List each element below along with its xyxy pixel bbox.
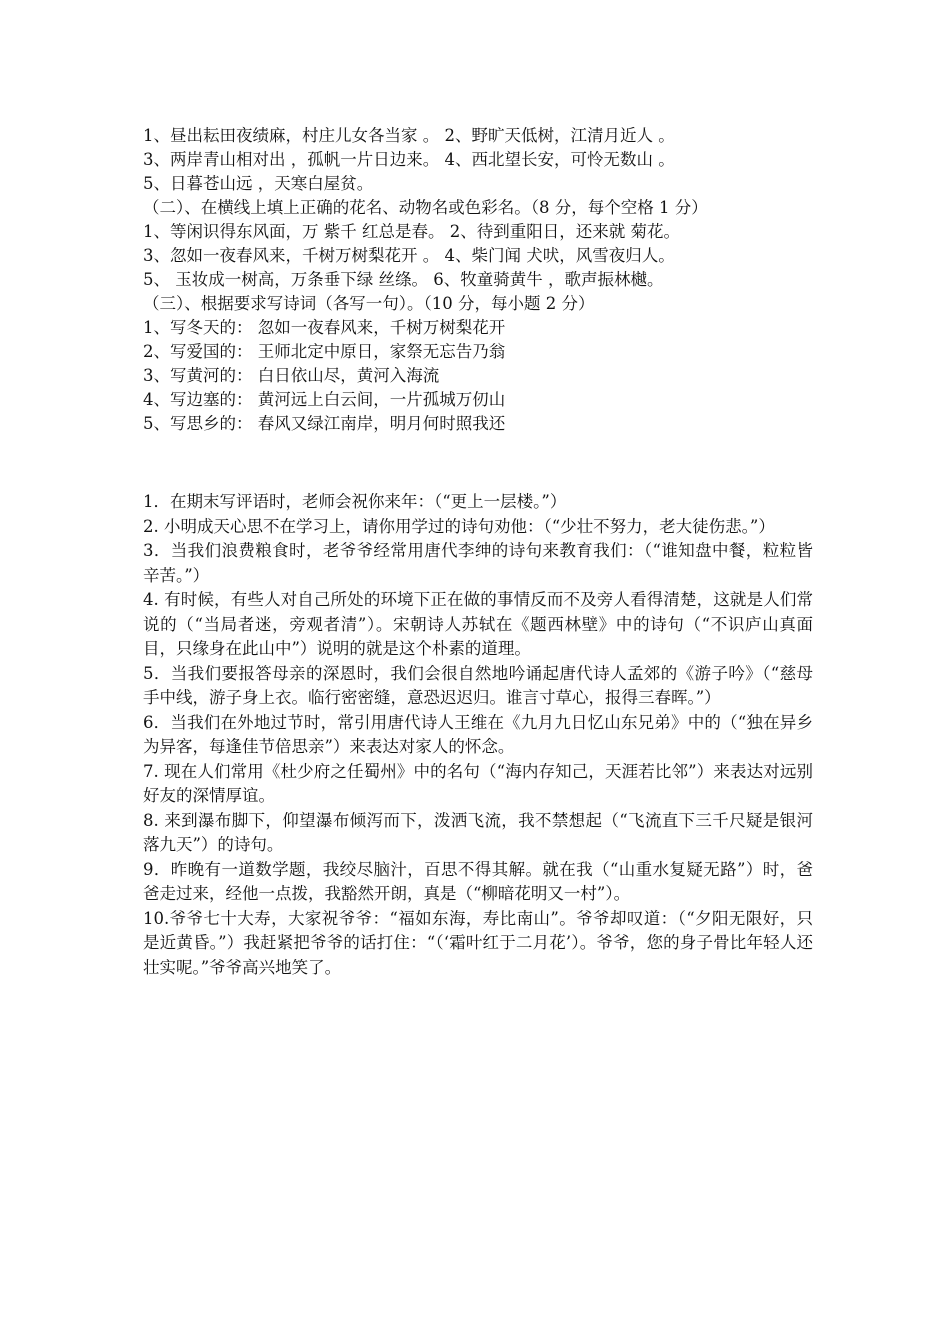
- answer-line: 5、 玉妆成一树高，万条垂下绿 丝绦。 6、牧童骑黄牛 ，歌声振林樾。: [143, 270, 664, 289]
- question-paragraph: 3．当我们浪费粮食时，老爷爷经常用唐代李绅的诗句来教育我们：（“谁知盘中餐，粒粒皆辛苦。”）: [143, 541, 813, 585]
- answer-line: 4、写边塞的： 黄河远上白云间，一片孤城万仞山: [143, 390, 506, 409]
- answer-line: 3、两岸青山相对出 ，孤帆一片日边来。 4、西北望长安，可怜无数山 。: [143, 150, 675, 169]
- section-spacer: [143, 436, 813, 490]
- question-paragraph: 1．在期末写评语时，老师会祝你来年：（“更上一层楼。”）: [143, 492, 567, 511]
- answer-line: 1、昼出耘田夜绩麻，村庄儿女各当家 。 2、野旷天低树，江清月近人 。: [143, 126, 675, 145]
- question-paragraph: 10.爷爷七十大寿，大家祝爷爷：“福如东海，寿比南山”。爷爷却叹道：（“夕阳无限好，只是近黄昏。”）我赶紧把爷爷的话打住：“（‘霜叶红于二月花’）。爷爷，您的身子骨比年轻人还壮实呢。”爷爷高兴地笑了。: [143, 908, 813, 977]
- poetry-answers-section: [143, 124, 813, 436]
- answer-line: 5、写思乡的： 春风又绿江南岸，明月何时照我还: [143, 414, 506, 433]
- answer-line: 1、写冬天的： 忽如一夜春风来，千树万树梨花开: [143, 318, 506, 337]
- answer-line: 5、日暮苍山远 ，天寒白屋贫。: [143, 174, 374, 193]
- question-paragraph: 7. 现在人们常用《杜少府之任蜀州》中的名句（“海内存知己，天涯若比邻”）来表达对远别好友的深情厚谊。: [143, 761, 813, 805]
- question-paragraph: 2. 小明成天心思不在学习上，请你用学过的诗句劝他：（“少壮不努力，老大徒伤悲。”）: [143, 516, 775, 536]
- question-paragraph: 8. 来到瀑布脚下，仰望瀑布倾泻而下，泼洒飞流，我不禁想起（“飞流直下三千尺疑是银河落九天”）的诗句。: [143, 810, 813, 854]
- answer-line: 3、忽如一夜春风来，千树万树梨花开 。 4、柴门闻 犬吠，风雪夜归人。: [143, 246, 675, 265]
- answer-line: 1、等闲识得东风面，万 紫千 红总是春。 2、待到重阳日，还来就 菊花。: [143, 222, 680, 241]
- answer-line: 2、写爱国的： 王师北定中原日，家祭无忘告乃翁: [143, 342, 506, 361]
- question-paragraph: 5．当我们要报答母亲的深恩时，我们会很自然地吟诵起唐代诗人孟郊的《游子吟》（“慈母手中线，游子身上衣。临行密密缝，意恐迟迟归。谁言寸草心，报得三春晖。”）: [143, 663, 813, 707]
- section-heading: （二）、在横线上填上正确的花名、动物名或色彩名。（8 分，每个空格 1 分）: [143, 198, 708, 217]
- document-page: [143, 124, 813, 980]
- question-paragraph: 9．昨晚有一道数学题，我绞尽脑汁，百思不得其解。就在我（“山重水复疑无路”）时，爸爸走过来，经他一点拨，我豁然开朗，真是（“柳暗花明又一村”）。: [143, 859, 813, 903]
- section-heading: （三）、根据要求写诗词（各写一句）。（10 分，每小题 2 分）: [143, 294, 595, 313]
- question-paragraph: 6．当我们在外地过节时，常引用唐代诗人王维在《九月九日忆山东兄弟》中的（“独在异乡为异客，每逢佳节倍思亲”）来表达对家人的怀念。: [143, 712, 813, 756]
- question-paragraph: 4. 有时候，有些人对自己所处的环境下正在做的事情反而不及旁人看得清楚，这就是人们常说的（“当局者迷，旁观者清”）。宋朝诗人苏轼在《题西林壁》中的诗句（“不识庐山真面目，只缘身在此山中”）说明的就是这个朴素的道理。: [143, 590, 813, 658]
- fill-in-poems-section: [143, 490, 813, 980]
- answer-line: 3、写黄河的： 白日依山尽，黄河入海流: [143, 366, 440, 385]
